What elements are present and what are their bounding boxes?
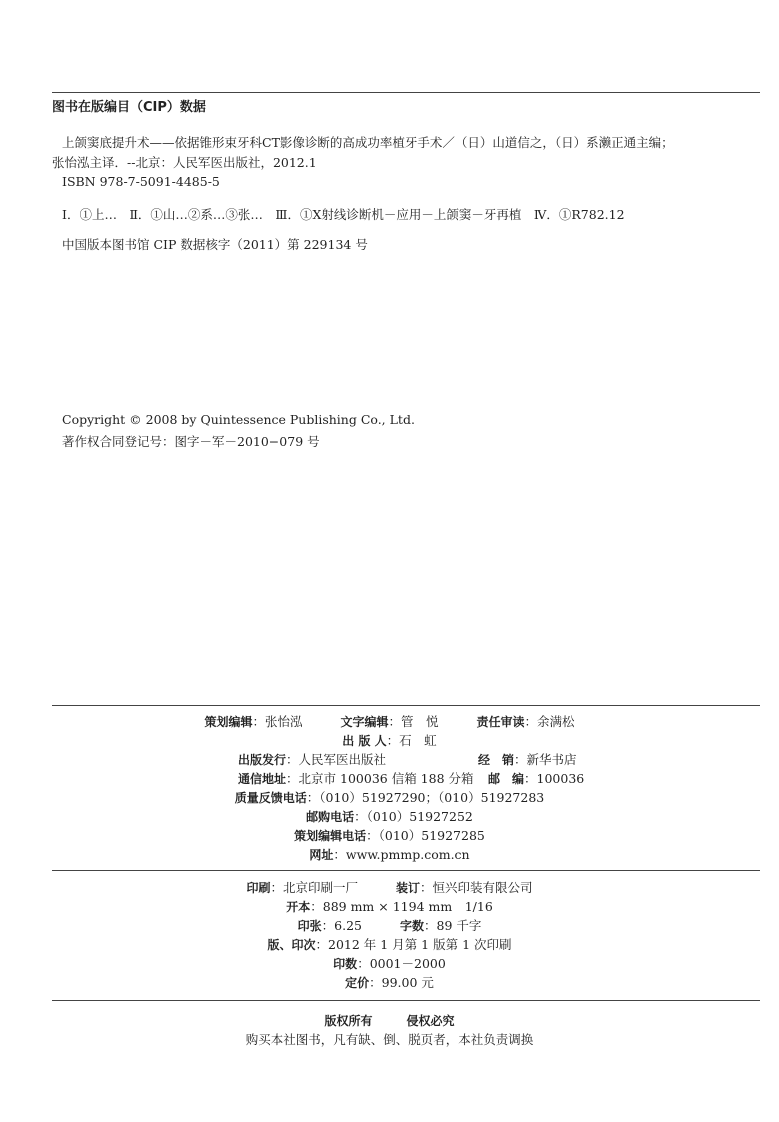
cip-heading: 图书在版编目（CIP）数据: [52, 100, 206, 115]
isbn: ISBN 978-7-5091-4485-5: [62, 174, 220, 189]
publisher-person-line: 出 版 人：石 虹: [342, 733, 437, 748]
address-line: 通信地址：北京市 100036 信箱 188 分箱: [238, 771, 474, 786]
top-rule: [52, 92, 760, 93]
copyright-registration: 著作权合同登记号：图字－军－2010−079 号: [62, 434, 320, 449]
edition-line: 版、印次：2012 年 1 月第 1 版第 1 次印刷: [267, 937, 512, 952]
rights-title: 版权所有 侵权必究: [324, 1014, 455, 1028]
sheets-line: 印张：6.25 字数：89 千字: [297, 918, 482, 933]
editors-line: 策划编辑：张怡泓 文字编辑：管 悦 责任审读：余满松: [204, 714, 575, 729]
price-line: 定价：99.00 元: [345, 975, 434, 990]
print-run-line: 印数：0001－2000: [333, 956, 446, 971]
postcode-line: 邮 编：100036: [488, 771, 585, 786]
planning-phone-line: 策划编辑电话：（010）51927285: [294, 828, 485, 843]
cip-line1: 上颌窦底提升术——依据锥形束牙科CT影像诊断的高成功率植牙手术／（日）山道信之，（日）系濑正通主编；: [62, 135, 674, 150]
cip-number: 中国版本图书馆 CIP 数据核字（2011）第 229134 号: [62, 237, 368, 252]
printer-line: 印刷：北京印刷一厂 装订：恒兴印装有限公司: [246, 880, 533, 895]
website-link[interactable]: www.pmmp.com.cn: [345, 847, 470, 862]
staff-rule: [52, 705, 760, 706]
cip-line2: 张怡泓主译．--北京：人民军医出版社，2012.1: [52, 155, 317, 170]
feedback-line: 质量反馈电话：（010）51927290；（010）51927283: [234, 790, 545, 805]
seller-line: 经 销：新华书店: [478, 752, 577, 767]
printing-rule: [52, 870, 760, 871]
format-line: 开本：889 mm × 1194 mm 1/16: [286, 899, 493, 914]
rights-rule: [52, 1000, 760, 1001]
rights-notice: 购买本社图书，凡有缺、倒、脱页者，本社负责调换: [245, 1032, 534, 1047]
copyright-notice: Copyright © 2008 by Quintessence Publishing Co., Ltd.: [62, 412, 415, 427]
distribution-line: 出版发行：人民军医出版社: [238, 752, 387, 767]
mail-order-line: 邮购电话：（010）51927252: [306, 809, 473, 824]
classification: Ⅰ．①上… Ⅱ．①山…②系…③张… Ⅲ．①X射线诊断机－应用－上颌窦－牙再植 Ⅳ．①R782.12: [62, 207, 625, 222]
website-line: 网址：www.pmmp.com.cn: [309, 847, 470, 862]
